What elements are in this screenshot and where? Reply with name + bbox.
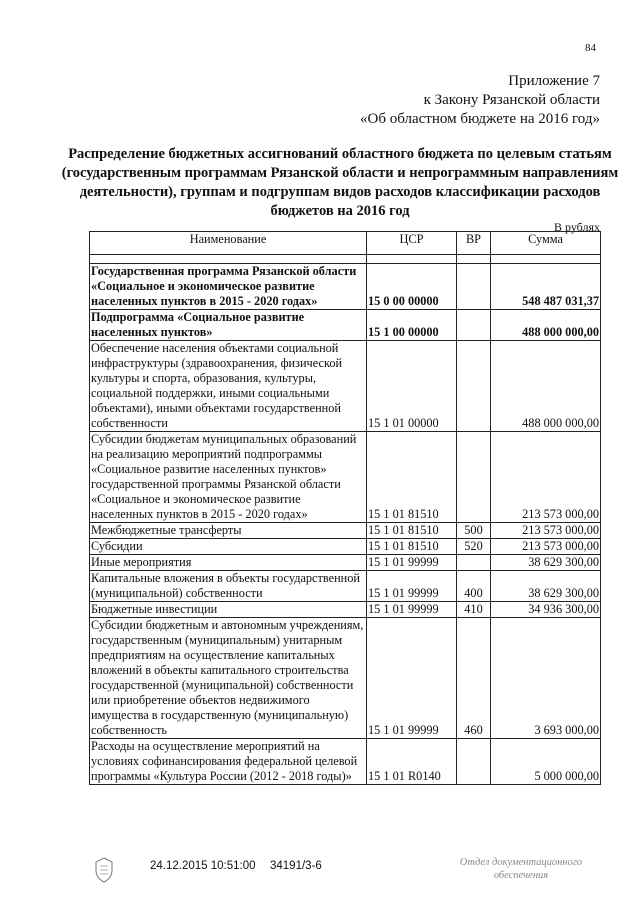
cell-csr: 15 1 01 99999 [367, 571, 457, 602]
cell-vr: 520 [457, 539, 491, 555]
cell-csr: 15 0 00 00000 [367, 264, 457, 310]
cell-vr [457, 739, 491, 785]
table-row [90, 523, 601, 539]
table-row [90, 264, 601, 310]
appendix-line-3: «Об областном бюджете на 2016 год» [360, 111, 600, 127]
cell-name: Межбюджетные трансферты [90, 523, 367, 539]
cell-name: Бюджетные инвестиции [90, 602, 367, 618]
footer-datetime: 24.12.2015 10:51:00 [150, 860, 256, 872]
cell-sum: 488 000 000,00 [491, 341, 601, 432]
cell-vr: 410 [457, 602, 491, 618]
cell-sum: 3 693 000,00 [491, 618, 601, 739]
cell-csr: 15 1 01 81510 [367, 539, 457, 555]
footer-code: 34191/3-6 [270, 860, 322, 872]
appendix-line-1: Приложение 7 [508, 73, 600, 89]
cell-csr: 15 1 01 99999 [367, 602, 457, 618]
cell-name: Обеспечение населения объектами социальной инфраструктуры (здравоохранения, физической культуры и спорта, образования, культуры, социальной поддержки, иными социальными объектами), иными объектами государственной собственности [90, 341, 367, 432]
cell-csr: 15 1 01 99999 [367, 618, 457, 739]
table-row [90, 432, 601, 523]
cell-sum: 38 629 300,00 [491, 571, 601, 602]
cell-name: Государственная программа Рязанской области «Социальное и экономическое развитие населенных пунктов в 2015 - 2020 годах» [90, 264, 367, 310]
cell-sum: 34 936 300,00 [491, 602, 601, 618]
cell-vr: 500 [457, 523, 491, 539]
table-row [90, 602, 601, 618]
header-sum: Сумма [491, 232, 601, 255]
cell-vr: 460 [457, 618, 491, 739]
header-vr: ВР [457, 232, 491, 255]
table-spacer-row [90, 255, 601, 264]
cell-name: Иные мероприятия [90, 555, 367, 571]
cell-vr: 400 [457, 571, 491, 602]
cell-name: Капитальные вложения в объекты государственной (муниципальной) собственности [90, 571, 367, 602]
budget-table [89, 231, 601, 785]
cell-csr: 15 1 00 00000 [367, 310, 457, 341]
cell-name: Расходы на осуществление мероприятий на условиях софинансирования федеральной целевой программы «Культура России (2012 - 2018 годы)» [90, 739, 367, 785]
appendix-heading [360, 72, 600, 129]
appendix-line-2: к Закону Рязанской области [423, 92, 600, 108]
cell-sum: 488 000 000,00 [491, 310, 601, 341]
table-row [90, 341, 601, 432]
page-number: 84 [585, 42, 596, 54]
cell-name: Субсидии [90, 539, 367, 555]
cell-csr: 15 1 01 81510 [367, 523, 457, 539]
budget-table-body [90, 255, 601, 785]
footer-stamp-line-2: обеспечения [493, 870, 549, 881]
cell-sum: 38 629 300,00 [491, 555, 601, 571]
cell-vr [457, 341, 491, 432]
table-row [90, 618, 601, 739]
table-row [90, 539, 601, 555]
cell-sum: 5 000 000,00 [491, 739, 601, 785]
cell-name: Субсидии бюджетным и автономным учреждениям, государственным (муниципальным) унитарным предприятиям на осуществление капитальных вложений в объекты капитального строительства государственной (муниципальной) собственности или приобретение объектов недвижимого имущества в государственную (муниципальную) собственность [90, 618, 367, 739]
cell-vr [457, 555, 491, 571]
table-header-row [90, 232, 601, 255]
cell-vr [457, 264, 491, 310]
table-row [90, 555, 601, 571]
cell-csr: 15 1 01 R0140 [367, 739, 457, 785]
header-csr: ЦСР [367, 232, 457, 255]
cell-csr: 15 1 01 00000 [367, 341, 457, 432]
cell-vr [457, 310, 491, 341]
cell-csr: 15 1 01 81510 [367, 432, 457, 523]
cell-sum: 213 573 000,00 [491, 539, 601, 555]
currency-note: В рублях [553, 220, 600, 234]
table-row [90, 571, 601, 602]
cell-name: Подпрограмма «Социальное развитие населенных пунктов» [90, 310, 367, 341]
emblem-icon [92, 856, 116, 884]
cell-sum: 213 573 000,00 [491, 432, 601, 523]
table-row [90, 310, 601, 341]
cell-sum: 213 573 000,00 [491, 523, 601, 539]
table-row [90, 739, 601, 785]
document-title: Распределение бюджетных ассигнований областного бюджета по целевым статьям (государственным программам Рязанской области и непрограммным направлениям деятельности), группам и подгруппам видов расходов классификации расходов бюджетов на 2016 год [61, 146, 619, 219]
header-name: Наименование [90, 232, 367, 255]
cell-csr: 15 1 01 99999 [367, 555, 457, 571]
cell-vr [457, 432, 491, 523]
cell-name: Субсидии бюджетам муниципальных образований на реализацию мероприятий подпрограммы «Социальное развитие населенных пунктов» государственной программы Рязанской области «Социальное и экономическое развитие населенных пунктов в 2015 - 2020 годах» [90, 432, 367, 523]
footer-stamp-line-1: Отдел документационного [459, 857, 583, 868]
footer-stamp [446, 856, 596, 882]
cell-sum: 548 487 031,37 [491, 264, 601, 310]
